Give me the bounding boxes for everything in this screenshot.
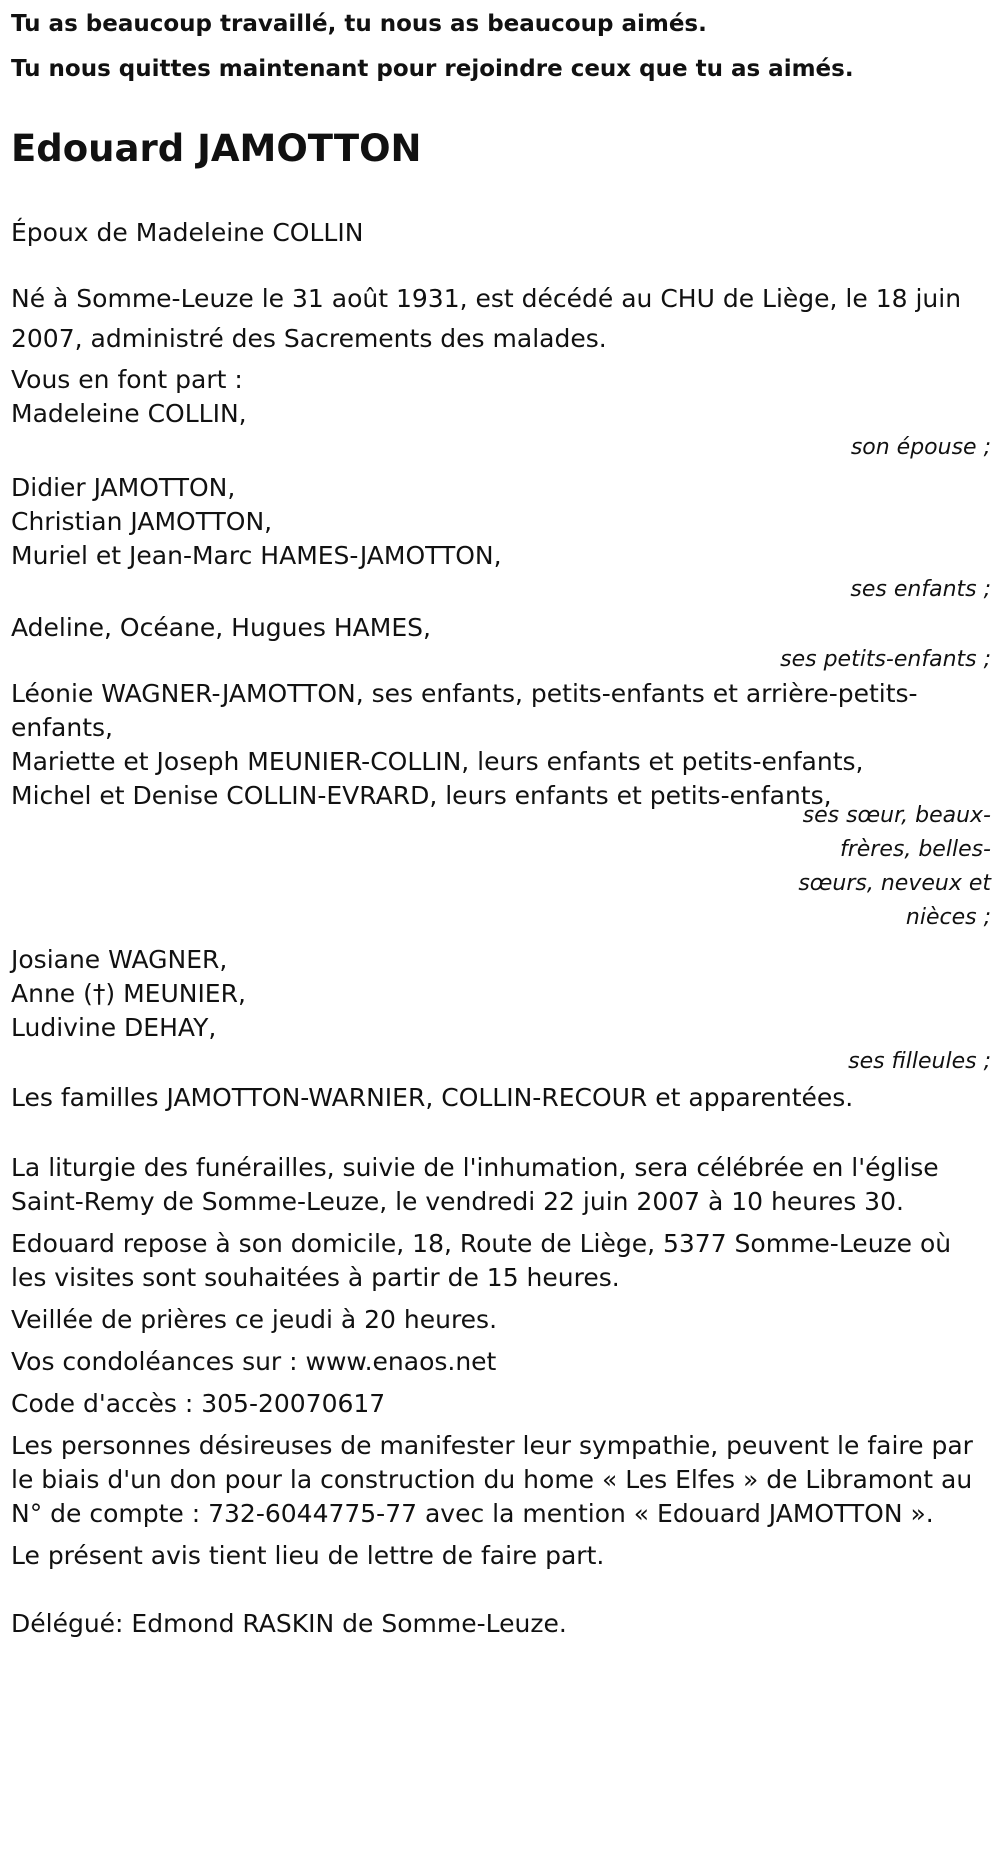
spouse-member: Madeleine COLLIN,: [11, 399, 247, 428]
children-relation: ses enfants ;: [850, 577, 991, 602]
funeral-paragraph: La liturgie des funérailles, suivie de l'inhumation, sera célébrée en l'église Saint-Remy de Somme-Leuze, le vendredi 22 juin 2007 à 10 heures 30.: [11, 1153, 939, 1216]
families-line: Les familles JAMOTTON-WARNIER, COLLIN-RECOUR et apparentées.: [11, 1083, 854, 1112]
grandchildren-relation: ses petits-enfants ;: [780, 647, 991, 672]
goddaughter-member: Ludivine DEHAY,: [11, 1013, 217, 1042]
announce-intro: Vous en font part :: [11, 365, 243, 394]
epigraph-line-2: Tu nous quittes maintenant pour rejoindre ceux que tu as aimés.: [11, 56, 854, 82]
spouse-line: Époux de Madeleine COLLIN: [11, 218, 364, 247]
donation-paragraph: Les personnes désireuses de manifester leur sympathie, peuvent le faire par le biais d'un don pour la construction du home « Les Elfes » de Libramont au N° de compte : 732-6044775-77 avec la mention « Edouard JAMOTTON ».: [11, 1431, 973, 1528]
deceased-name: Edouard JAMOTTON: [11, 127, 422, 170]
spouse-relation: son épouse ;: [850, 435, 991, 460]
sibling-member: Mariette et Joseph MEUNIER-COLLIN, leurs enfants et petits-enfants,: [11, 747, 864, 776]
goddaughter-member: Anne (†) MEUNIER,: [11, 979, 246, 1008]
sibling-member: Michel et Denise COLLIN-EVRARD, leurs enfants et petits-enfants,: [11, 781, 832, 810]
rest-place-paragraph: Edouard repose à son domicile, 18, Route de Liège, 5377 Somme-Leuze où les visites sont souhaitées à partir de 15 heures.: [11, 1229, 952, 1292]
condolences-line: Vos condoléances sur : www.enaos.net: [11, 1347, 497, 1376]
access-code-line: Code d'accès : 305-20070617: [11, 1389, 386, 1418]
sibling-member: Léonie WAGNER-JAMOTTON, ses enfants, petits-enfants et arrière-petits-enfants,: [11, 679, 918, 742]
child-member: Muriel et Jean-Marc HAMES-JAMOTTON,: [11, 541, 502, 570]
vigil-line: Veillée de prières ce jeudi à 20 heures.: [11, 1305, 498, 1334]
child-member: Didier JAMOTTON,: [11, 473, 236, 502]
grandchildren-group: [11, 611, 991, 675]
goddaughters-group: [11, 943, 991, 1079]
notice-line: Le présent avis tient lieu de lettre de faire part.: [11, 1541, 605, 1570]
delegate-line: Délégué: Edmond RASKIN de Somme-Leuze.: [11, 1609, 567, 1638]
siblings-group: [11, 677, 991, 935]
siblings-relation: ses sœur, beaux-frères, belles-sœurs, neveux et nièces ;: [798, 803, 991, 930]
goddaughter-member: Josiane WAGNER,: [11, 945, 228, 974]
children-group: [11, 471, 991, 607]
goddaughters-relation: ses filleules ;: [848, 1049, 991, 1074]
epigraph-line-1: Tu as beaucoup travaillé, tu nous as beaucoup aimés.: [11, 11, 707, 37]
obituary-notice: [11, 0, 991, 1641]
birth-death-paragraph: Né à Somme-Leuze le 31 août 1931, est décédé au CHU de Liège, le 18 juin 2007, administré des Sacrements des malades.: [11, 284, 962, 353]
grandchild-member: Adeline, Océane, Hugues HAMES,: [11, 613, 431, 642]
child-member: Christian JAMOTTON,: [11, 507, 273, 536]
